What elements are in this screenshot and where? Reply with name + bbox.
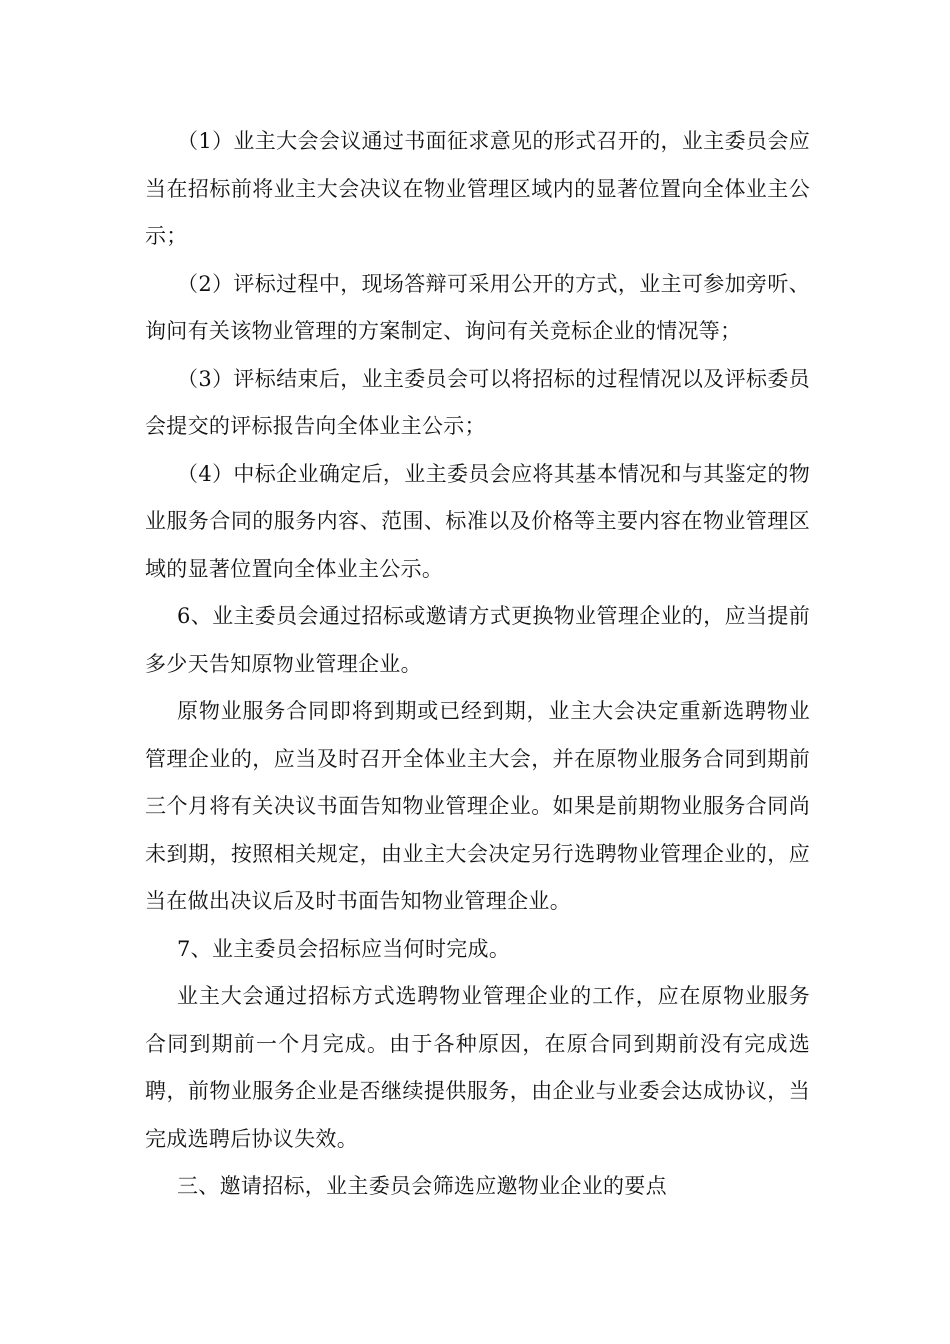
question-7-heading: 7、业主委员会招标应当何时完成。: [177, 936, 511, 961]
paragraph-notice-winning-bidder: （4）中标企业确定后，业主委员会应将其基本情况和与其鉴定的物业服务合同的服务内容、范围、标准以及价格等主要内容在物业管理区域的显著位置向全体业主公示。: [145, 461, 810, 581]
section-3-heading: 三、邀请招标，业主委员会筛选应邀物业企业的要点: [177, 1174, 667, 1198]
paragraph-notice-written-opinion: （1）业主大会会议通过书面征求意见的形式召开的，业主委员会应当在招标前将业主大会决议在物业管理区域内的显著位置向全体业主公示；: [145, 129, 810, 248]
answer-6-paragraph: 原物业服务合同即将到期或已经到期，业主大会决定重新选聘物业管理企业的，应当及时召开全体业主大会，并在原物业服务合同到期前三个月将有关决议书面告知物业管理企业。如果是前期物业服务合同尚未到期，按照相关规定，由业主大会决定另行选聘物业管理企业的，应当在做出决议后及时书面告知物业管理企业。: [145, 699, 810, 913]
document-body: [145, 118, 810, 1211]
question-6-heading: 6、业主委员会通过招标或邀请方式更换物业管理企业的，应当提前多少天告知原物业管理企业。: [145, 604, 810, 676]
paragraph-notice-bid-evaluation: （2）评标过程中，现场答辩可采用公开的方式，业主可参加旁听、询问有关该物业管理的方案制定、询问有关竞标企业的情况等；: [145, 271, 810, 343]
paragraph-notice-evaluation-report: （3）评标结束后，业主委员会可以将招标的过程情况以及评标委员会提交的评标报告向全体业主公示；: [145, 366, 810, 438]
answer-7-paragraph: 业主大会通过招标方式选聘物业管理企业的工作，应在原物业服务合同到期前一个月完成。由于各种原因，在原合同到期前没有完成选聘，前物业服务企业是否继续提供服务，由企业与业委会达成协议，当完成选聘后协议失效。: [145, 984, 810, 1151]
